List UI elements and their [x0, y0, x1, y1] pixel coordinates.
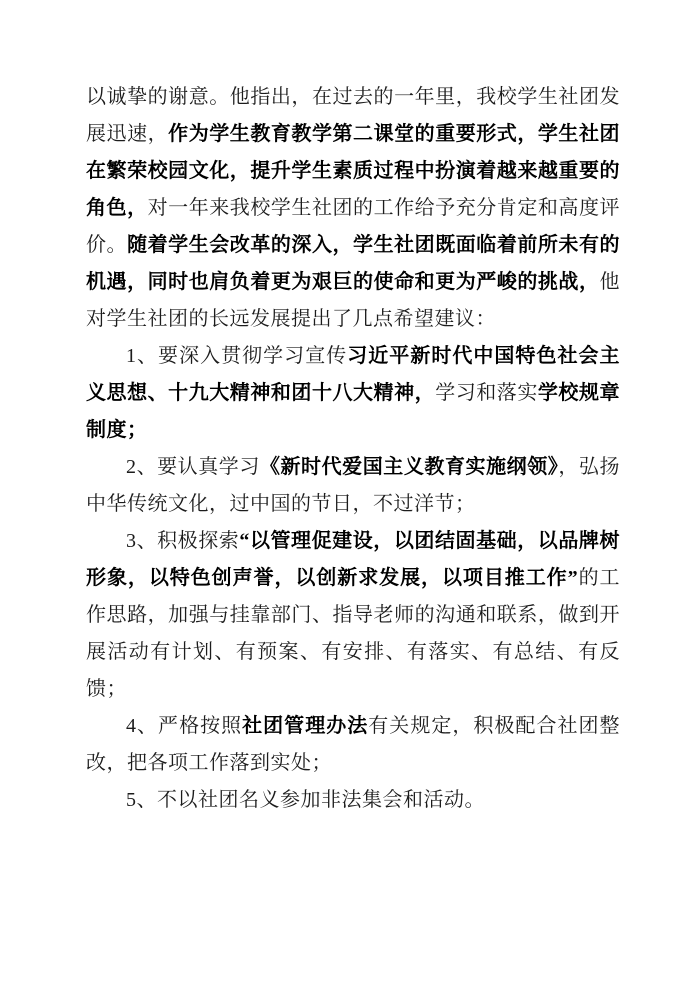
paragraph	[86, 708, 620, 782]
text-run-bold: 学校规章制度；	[86, 382, 621, 441]
text-run-bold: 《新时代爱国主义教育实施纲领》	[259, 456, 559, 478]
document-body	[86, 79, 620, 819]
text-run: ，弘扬中华传统文化，过中国的节日，不过洋节；	[86, 456, 620, 515]
text-run: 4、严格按照	[126, 715, 243, 737]
text-run: 他对学生社团的长远发展提出了几点希望建议：	[86, 271, 620, 330]
paragraph	[86, 79, 620, 338]
text-run-bold: 社团管理办法	[242, 715, 369, 737]
paragraph	[86, 338, 620, 449]
text-run: 3、积极探索	[126, 530, 240, 552]
text-run: 的工作思路，加强与挂靠部门、指导老师的沟通和联系，做到开展活动有计划、有预案、有安排、有落实、有总结、有反馈；	[86, 567, 621, 700]
paragraph	[86, 782, 620, 819]
text-run: 学习和落实	[435, 382, 538, 404]
text-run: 2、要认真学习	[126, 456, 260, 478]
text-run-bold: “以管理促建设，以团结固基础，以品牌树形象，以特色创声誉，以创新求发展，以项目推工作”	[86, 530, 620, 589]
paragraph	[86, 449, 620, 523]
text-run-bold: 习近平新时代中国特色社会主义思想、十九大精神和团十八大精神，	[86, 345, 621, 404]
text-run: 对一年来我校学生社团的工作给予充分肯定和高度评价。	[86, 197, 621, 256]
paragraph	[86, 523, 620, 708]
text-run: 以诚挚的谢意。他指出，在过去的一年里，我校学生社团发展迅速，	[86, 86, 620, 145]
text-run: 5、不以社团名义参加非法集会和活动。	[126, 789, 485, 811]
text-run-bold: 作为学生教育教学第二课堂的重要形式，学生社团在繁荣校园文化，提升学生素质过程中扮演着越来越重要的角色，	[86, 123, 621, 219]
text-run: 1、要深入贯彻学习宣传	[126, 345, 348, 367]
text-run-bold: 随着学生会改革的深入，学生社团既面临着前所未有的机遇，同时也肩负着更为艰巨的使命和更为严峻的挑战，	[86, 234, 621, 293]
text-run: 有关规定，积极配合社团整改，把各项工作落到实处；	[86, 715, 621, 774]
